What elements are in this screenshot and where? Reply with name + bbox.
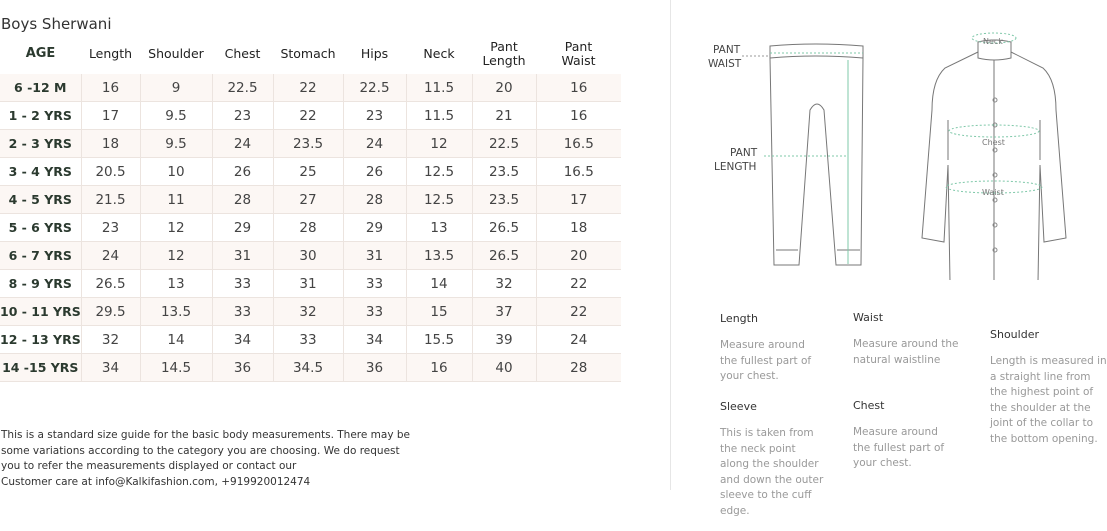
table-row: [0, 102, 621, 130]
measurement-cell: 30: [273, 242, 343, 270]
measurement-cell: 12: [140, 242, 212, 270]
measurement-cell: 24: [343, 130, 406, 158]
column-header: Stomach: [280, 46, 336, 61]
measurement-cell: 15.5: [406, 326, 472, 354]
measurement-cell: 12: [406, 130, 472, 158]
column-header: Shoulder: [148, 46, 204, 61]
measurement-cell: 16: [81, 74, 140, 102]
measurement-cell: 23.5: [273, 130, 343, 158]
measurement-cell: 23: [81, 214, 140, 242]
measurement-title: Waist: [853, 311, 884, 324]
measurement-desc: Measure around the fullest part of your chest.: [853, 426, 945, 469]
page-title: Boys Sherwani: [1, 15, 112, 33]
measurement-cell: 14: [406, 270, 472, 298]
measurement-cell: 23: [212, 102, 273, 130]
measurement-cell: 26.5: [472, 214, 536, 242]
column-header: Chest: [224, 46, 261, 61]
pant-waist-label: WAIST: [708, 58, 742, 70]
measurement-desc: This is taken from the neck point along the shoulder and down the outer sleeve to the cuff edge.: [720, 427, 824, 517]
age-cell: 8 - 9 YRS: [0, 270, 81, 298]
measurement-cell: 20: [472, 74, 536, 102]
measurement-cell: 11: [140, 186, 212, 214]
chest-label: Chest: [982, 138, 1005, 147]
age-cell: 3 - 4 YRS: [0, 158, 81, 186]
pant-illustration: [770, 44, 863, 265]
measurement-cell: 28: [273, 214, 343, 242]
measurement-cell: 18: [536, 214, 621, 242]
measurement-cell: 20.5: [81, 158, 140, 186]
measurement-desc: Measure around the natural waistline: [853, 338, 959, 366]
measurement-cell: 16: [536, 102, 621, 130]
age-cell: 6 - 7 YRS: [0, 242, 81, 270]
table-row: [0, 158, 621, 186]
pant-length-label: PANT: [730, 147, 758, 159]
measurement-cell: 22.5: [472, 130, 536, 158]
measurement-cell: 14.5: [140, 354, 212, 382]
measurement-diagram: [700, 20, 1100, 284]
measurement-cell: 22.5: [212, 74, 273, 102]
measurement-cell: 33: [212, 298, 273, 326]
measurement-cell: 22.5: [343, 74, 406, 102]
measurement-cell: 21: [472, 102, 536, 130]
measurement-cell: 17: [81, 102, 140, 130]
measurement-cell: 13: [406, 214, 472, 242]
table-row: [0, 270, 621, 298]
table-row: [0, 214, 621, 242]
measurement-cell: 10: [140, 158, 212, 186]
measurement-title: Shoulder: [990, 328, 1039, 341]
measurement-cell: 26: [212, 158, 273, 186]
measurement-title: Length: [720, 312, 758, 325]
measurement-desc: Measure around the fullest part of your chest.: [720, 339, 812, 382]
measurement-cell: 21.5: [81, 186, 140, 214]
measurement-cell: 32: [472, 270, 536, 298]
measurement-cell: 33: [343, 270, 406, 298]
age-cell: 1 - 2 YRS: [0, 102, 81, 130]
measurement-cell: 13.5: [406, 242, 472, 270]
measurement-cell: 12.5: [406, 186, 472, 214]
waist-label: Waist: [982, 188, 1004, 197]
column-header: Pant Waist: [561, 39, 596, 68]
measurement-cell: 34: [343, 326, 406, 354]
measurement-cell: 36: [343, 354, 406, 382]
size-guide-note: [1, 428, 411, 490]
measurement-cell: 29: [212, 214, 273, 242]
vertical-divider: [670, 0, 671, 490]
measurement-cell: 31: [212, 242, 273, 270]
measurement-cell: 34: [212, 326, 273, 354]
measurement-cell: 26: [343, 158, 406, 186]
age-cell: 14 -15 YRS: [0, 354, 81, 382]
measurement-cell: 16: [536, 74, 621, 102]
measurement-cell: 22: [536, 298, 621, 326]
column-header: AGE: [25, 46, 56, 61]
measurement-cell: 11.5: [406, 74, 472, 102]
age-cell: 6 -12 M: [0, 74, 81, 102]
measurement-cell: 16.5: [536, 158, 621, 186]
age-cell: 10 - 11 YRS: [0, 298, 81, 326]
measurement-title: Sleeve: [720, 400, 757, 413]
column-header: Length: [88, 46, 133, 61]
measurement-cell: 34.5: [273, 354, 343, 382]
measurement-cell: 12: [140, 214, 212, 242]
neck-label: Neck: [983, 37, 1003, 46]
measurement-cell: 29.5: [81, 298, 140, 326]
measurement-cell: 37: [472, 298, 536, 326]
measurement-cell: 23: [343, 102, 406, 130]
measurement-cell: 31: [343, 242, 406, 270]
measurement-cell: 17: [536, 186, 621, 214]
measurement-cell: 9.5: [140, 130, 212, 158]
measurement-cell: 26.5: [472, 242, 536, 270]
measurement-cell: 16: [406, 354, 472, 382]
measurement-cell: 26.5: [81, 270, 140, 298]
measurement-cell: 32: [273, 298, 343, 326]
table-row: [0, 298, 621, 326]
age-cell: 2 - 3 YRS: [0, 130, 81, 158]
measurement-cell: 36: [212, 354, 273, 382]
measurement-cell: 28: [212, 186, 273, 214]
pant-length-label: LENGTH: [714, 161, 757, 173]
measurement-cell: 13.5: [140, 298, 212, 326]
measurement-shoulder: [990, 328, 1107, 447]
pant-waist-label: PANT: [713, 44, 741, 56]
measurement-cell: 33: [273, 326, 343, 354]
age-cell: 4 - 5 YRS: [0, 186, 81, 214]
measurement-chest: [853, 399, 973, 472]
measurement-cell: 28: [343, 186, 406, 214]
table-row: [0, 242, 621, 270]
measurement-cell: 33: [212, 270, 273, 298]
sherwani-illustration: [922, 40, 1066, 280]
age-cell: 5 - 6 YRS: [0, 214, 81, 242]
measurement-cell: 25: [273, 158, 343, 186]
measurement-cell: 32: [81, 326, 140, 354]
measurement-cell: 34: [81, 354, 140, 382]
measurement-cell: 13: [140, 270, 212, 298]
measurement-cell: 24: [81, 242, 140, 270]
measurement-waist: [853, 311, 978, 368]
measurement-cell: 11.5: [406, 102, 472, 130]
measurement-cell: 24: [212, 130, 273, 158]
note-line: some variations according to the category you are choosing. We do request: [1, 444, 400, 457]
measurement-cell: 18: [81, 130, 140, 158]
note-line: Customer care at info@Kalkifashion.com, +919920012474: [1, 475, 311, 488]
age-cell: 12 - 13 YRS: [0, 326, 81, 354]
measurement-cell: 14: [140, 326, 212, 354]
measurement-cell: 31: [273, 270, 343, 298]
measurement-sleeve: [720, 400, 840, 519]
measurement-cell: 22: [273, 74, 343, 102]
table-row: [0, 326, 621, 354]
column-header: Pant Length: [482, 39, 526, 68]
measurement-cell: 23.5: [472, 158, 536, 186]
measurement-cell: 23.5: [472, 186, 536, 214]
table-row: [0, 130, 621, 158]
table-header-row: [0, 34, 621, 74]
table-row: [0, 354, 621, 382]
measurement-cell: 24: [536, 326, 621, 354]
measurement-title: Chest: [853, 399, 885, 412]
measurement-cell: 28: [536, 354, 621, 382]
note-line: This is a standard size guide for the basic body measurements. There may be: [1, 429, 410, 441]
column-header: Neck: [423, 46, 455, 61]
column-header: Hips: [360, 46, 389, 61]
measurement-cell: 20: [536, 242, 621, 270]
measurement-length: [720, 312, 840, 385]
measurement-cell: 27: [273, 186, 343, 214]
size-chart-table: [0, 34, 621, 382]
measurement-cell: 15: [406, 298, 472, 326]
table-row: [0, 74, 621, 102]
measurement-cell: 22: [536, 270, 621, 298]
measurement-cell: 16.5: [536, 130, 621, 158]
table-row: [0, 186, 621, 214]
measurement-desc: Length is measured in a straight line from the highest point of the shoulder at the joint of the collar to the bottom opening.: [990, 355, 1107, 445]
measurement-cell: 22: [273, 102, 343, 130]
measurement-cell: 39: [472, 326, 536, 354]
measurement-cell: 12.5: [406, 158, 472, 186]
measurement-cell: 40: [472, 354, 536, 382]
note-line: you to refer the measurements displayed or contact our: [1, 460, 297, 472]
measurement-cell: 9: [140, 74, 212, 102]
measurement-cell: 29: [343, 214, 406, 242]
measurement-cell: 33: [343, 298, 406, 326]
measurement-cell: 9.5: [140, 102, 212, 130]
